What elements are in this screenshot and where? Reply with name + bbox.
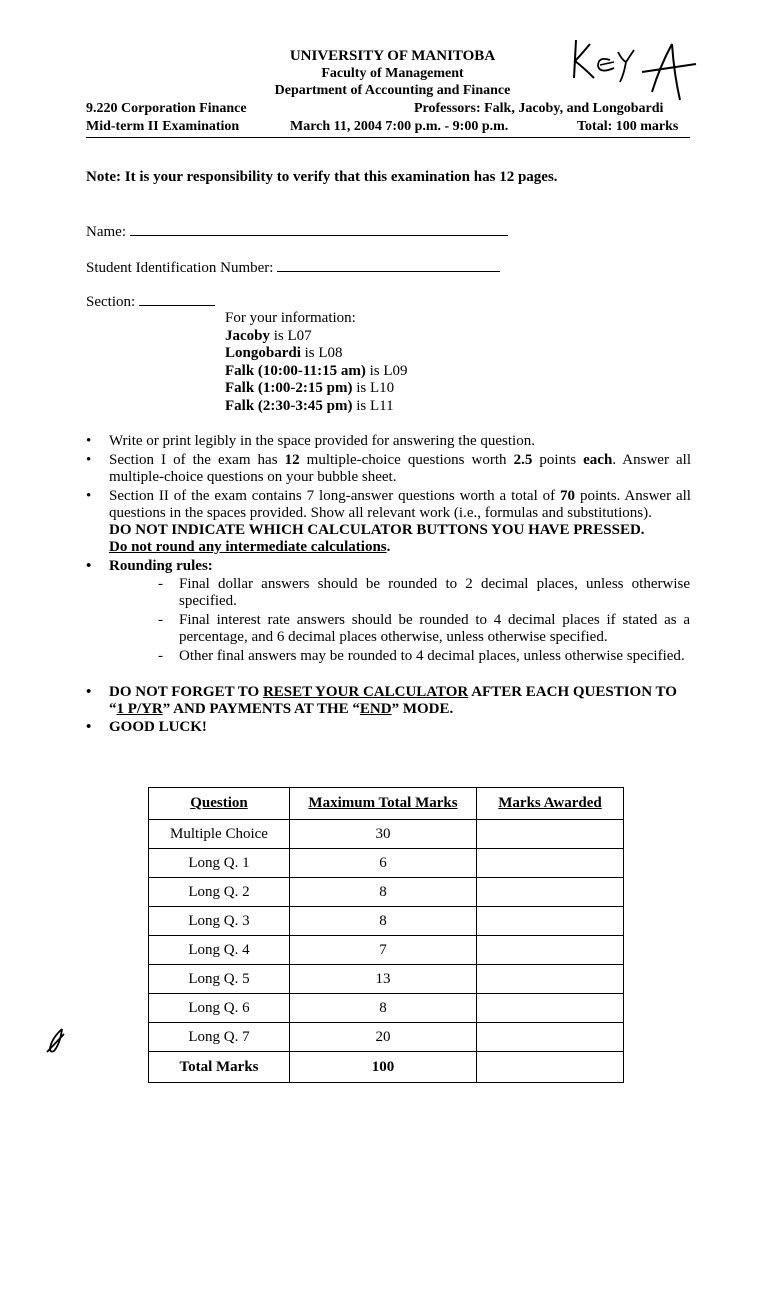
header-rule <box>86 137 690 138</box>
rounding-warning: Do not round any intermediate calculations <box>109 539 387 555</box>
calculator-warning: DO NOT INDICATE WHICH CALCULATOR BUTTONS YOU HAVE PRESSED. <box>109 522 645 538</box>
section-label: Section: <box>86 294 136 310</box>
section-info-line: Jacoby is L07 <box>225 327 312 344</box>
total-awarded-cell[interactable] <box>477 1052 624 1083</box>
pages-note: Note: It is your responsibility to verify that this examination has 12 pages. <box>86 169 558 185</box>
table-row: Long Q. 7 20 <box>149 1023 624 1052</box>
marks-awarded-cell[interactable] <box>477 965 624 994</box>
total-label: Total Marks <box>149 1052 290 1083</box>
table-row: Long Q. 2 8 <box>149 878 624 907</box>
table-row: Long Q. 1 6 <box>149 849 624 878</box>
table-header-row <box>149 788 624 820</box>
professors: Professors: Falk, Jacoby, and Longobardi <box>414 101 664 116</box>
name-field <box>86 221 508 241</box>
handwritten-mark-icon <box>44 1026 68 1056</box>
column-header: Question <box>149 788 290 820</box>
table-row: Long Q. 4 7 <box>149 936 624 965</box>
marks-awarded-cell[interactable] <box>477 1023 624 1052</box>
marks-awarded-cell[interactable] <box>477 994 624 1023</box>
table-row: Multiple Choice 30 <box>149 820 624 849</box>
faculty-name: Faculty of Management <box>321 66 464 81</box>
section-field <box>86 291 215 311</box>
bullet: • <box>86 488 92 504</box>
student-id-field <box>86 257 500 277</box>
table-row: Long Q. 6 8 <box>149 994 624 1023</box>
marks-awarded-cell[interactable] <box>477 936 624 965</box>
total-value: 100 <box>290 1052 477 1083</box>
section-info-line: Falk (10:00-11:15 am) is L09 <box>225 362 408 379</box>
table-row: Long Q. 5 13 <box>149 965 624 994</box>
column-header: Marks Awarded <box>477 788 624 820</box>
course-title: 9.220 Corporation Finance <box>86 101 247 116</box>
name-label: Name: <box>86 224 126 240</box>
section-info-line: Longobardi is L08 <box>225 345 343 361</box>
university-name: UNIVERSITY OF MANITOBA <box>289 48 496 64</box>
table-total-row <box>149 1052 624 1083</box>
name-input-line[interactable] <box>130 221 508 236</box>
section-info-line: Falk (2:30-3:45 pm) is L11 <box>225 397 394 414</box>
marks-awarded-cell[interactable] <box>477 907 624 936</box>
bullet: • <box>86 558 92 574</box>
table-row: Long Q. 3 8 <box>149 907 624 936</box>
section-info-line: Falk (1:00-2:15 pm) is L10 <box>225 380 395 396</box>
marks-awarded-cell[interactable] <box>477 878 624 907</box>
student-id-label: Student Identification Number: <box>86 260 274 276</box>
section-info-intro: For your information: <box>225 310 356 326</box>
exam-date: March 11, 2004 7:00 p.m. - 9:00 p.m. <box>290 119 509 134</box>
marks-awarded-cell[interactable] <box>477 849 624 878</box>
bullet: • <box>86 719 92 735</box>
section-info <box>225 310 408 415</box>
student-id-input-line[interactable] <box>277 257 500 272</box>
exam-total: Total: 100 marks <box>577 119 679 134</box>
column-header: Maximum Total Marks <box>290 788 477 820</box>
marks-awarded-cell[interactable] <box>477 820 624 849</box>
bullet: • <box>86 433 92 449</box>
exam-title: Mid-term II Examination <box>86 119 240 134</box>
section-input-line[interactable] <box>139 291 215 306</box>
handwritten-key-a <box>560 34 700 104</box>
bullet: • <box>86 684 92 700</box>
marks-table <box>148 787 624 1083</box>
bullet: • <box>86 452 92 468</box>
department-name: Department of Accounting and Finance <box>274 83 511 98</box>
